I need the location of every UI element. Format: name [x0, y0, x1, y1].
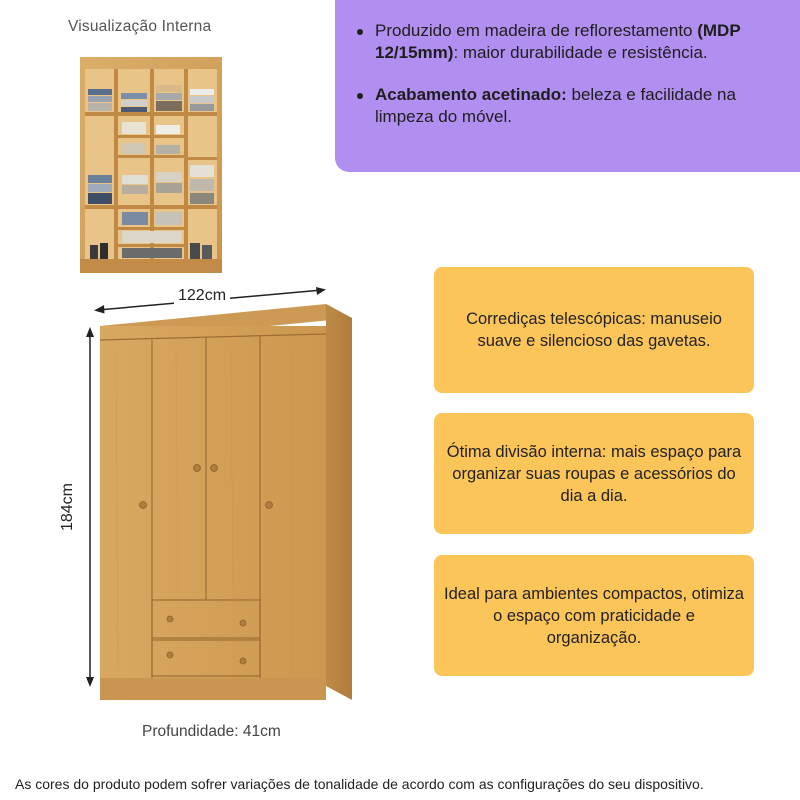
- color-disclaimer: As cores do produto podem sofrer variações de tonalidade de acordo com as configurações do seu dispositivo.: [15, 776, 704, 792]
- wardrobe-interior-image: [80, 57, 222, 273]
- feature-panel: [335, 0, 800, 172]
- width-label: 122cm: [174, 287, 230, 305]
- interior-view-title: Visualização Interna: [68, 18, 212, 35]
- feature-box-internal-division: Ótima divisão interna: mais espaço para organizar suas roupas e acessórios do dia a dia.: [434, 413, 754, 534]
- feature-material-text-after: : maior durabilidade e resistência.: [453, 43, 708, 62]
- feature-list: [375, 20, 772, 128]
- feature-item-finish: [375, 84, 772, 128]
- height-label: 184cm: [59, 482, 76, 532]
- wardrobe-exterior-image: [96, 300, 356, 710]
- feature-finish-text: beleza e facilidade na limpeza do móvel.: [375, 85, 736, 126]
- feature-item-material: [375, 20, 772, 64]
- feature-material-text: Produzido em madeira de reflorestamento: [375, 21, 693, 40]
- feature-box-compact-spaces: Ideal para ambientes compactos, otimiza o espaço com praticidade e organização.: [434, 555, 754, 676]
- feature-finish-bold: Acabamento acetinado:: [375, 85, 567, 104]
- feature-box-slides: Corrediças telescópicas: manuseio suave e silencioso das gavetas.: [434, 267, 754, 393]
- feature-material-bold: (MDP 12/15mm): [375, 21, 741, 62]
- depth-label: Profundidade: 41cm: [142, 723, 281, 740]
